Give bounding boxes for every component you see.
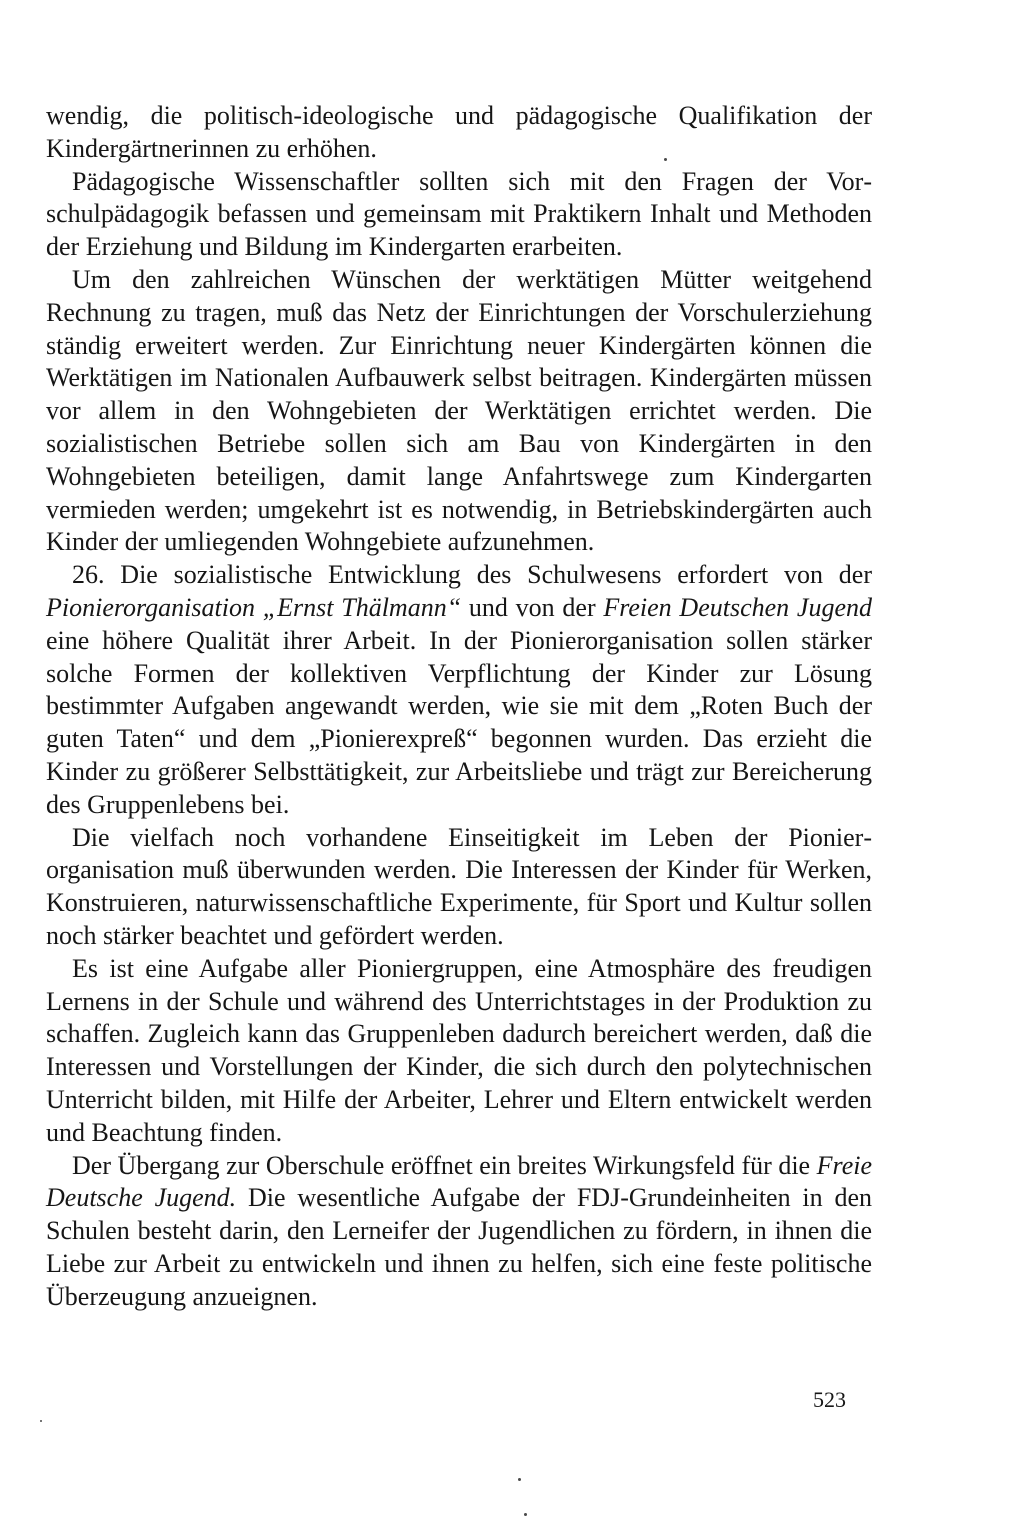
paragraph-kindergarten-network: Um den zahlreichen Wünschen der werktätigen Mütter weitgehend Rechnung zu tragen, muß das Netz der Einrichtungen der Vorschulerziehung ständig erweitert werden. Zur Einrichtung neuer Kindergärten können die Werktätigen im Nationalen Aufbauwerk selbst beitragen. Kindergärten müssen vor allem in den Wohngebieten der Werktätigen errichtet werden. Die sozialistischen Betriebe sollen sich am Bau von Kindergärten in den Wohngebieten beteiligen, damit lange Anfahrtswege zum Kindergarten vermieden werden; umgekehrt ist es notwendig, in Betriebskindergärten auch Kinder der umliegenden Wohngebiete aufzunehmen. xyxy=(46,264,872,557)
print-speck xyxy=(524,1513,527,1516)
paragraph-26-pioneer-organisation xyxy=(46,559,872,821)
organisation-name-italic: Freien Deutschen Jugend xyxy=(603,592,872,622)
print-speck xyxy=(40,1420,42,1422)
paragraph-text: 26. Die sozialistische Entwicklung des Schulwesens erfordert von der xyxy=(72,560,872,590)
print-speck xyxy=(664,158,667,161)
page-number: 523 xyxy=(813,1387,846,1412)
paragraph-continued: wendig, die politisch-ideologische und pädagogische Qualifikation der Kindergärtnerinnen zu erhöhen. xyxy=(46,101,872,163)
organisation-name-italic: Freie Deutsche Jugend. xyxy=(46,1150,872,1213)
paragraph-pioneer-groups: Es ist eine Aufgabe aller Pioniergruppen, eine Atmosphäre des freudigen Lernens in der Schule und während des Unterrichtstages in der Produktion zu schaffen. Zugleich kann das Gruppenleben dadurch bereichert werden, daß die Interessen und Vorstellungen der Kinder, die sich durch den polytechnischen Unterricht bilden, mit Hilfe der Arbeiter, Lehrer und Eltern entwickelt werden und Beachtung finden. xyxy=(46,953,872,1147)
paragraph-fdj-oberschule xyxy=(46,1150,872,1314)
print-speck xyxy=(518,1478,521,1481)
paragraph-text: Der Übergang zur Oberschule eröffnet ein breites Wirkungsfeld für die xyxy=(72,1150,817,1180)
organisation-name-italic: Pionierorganisation „Ernst Thälmann“ xyxy=(46,592,462,622)
paragraph-one-sidedness: Die vielfach noch vorhandene Einseitigkeit im Leben der Pionierorganisation muß überwunden werden. Die Interessen der Kinder für Werken, Konstruieren, naturwissenschaftliche Experimente, für Sport und Kultur sollen noch stärker beachtet und gefördert werden. xyxy=(46,822,872,950)
paragraph-preschool-science: Pädagogische Wissenschaftler sollten sich mit den Fragen der Vorschulpädagogik befassen und gemeinsam mit Praktikern Inhalt und Methoden der Erziehung und Bildung im Kindergarten erarbeiten. xyxy=(46,166,872,262)
paragraph-text: eine höhere Qualität ihrer Arbeit. In der Pionierorganisation sollen stärker solche Formen der kollektiven Verpflichtung der Kinder zur Lösung bestimmter Aufgaben angewandt werden, wie sie mit dem „Roten Buch der guten Taten“ und dem „Pionierexpreß“ begonnen wurden. Das erzieht die Kinder zu größerer Selbsttätigkeit, zur Arbeitsliebe und trägt zur Bereicherung des Gruppenlebens bei. xyxy=(46,625,872,819)
paragraph-text: und von der xyxy=(461,592,604,622)
paragraph-text: Die wesentliche Aufgabe der FDJ-Grundeinheiten in den Schulen besteht darin, den Lerneifer der Jugendlichen zu fördern, in ihnen die Liebe zur Arbeit zu entwickeln und ihnen zu helfen, sich eine feste politische Überzeugung anzueignen. xyxy=(46,1183,872,1311)
body-text xyxy=(46,100,872,1313)
